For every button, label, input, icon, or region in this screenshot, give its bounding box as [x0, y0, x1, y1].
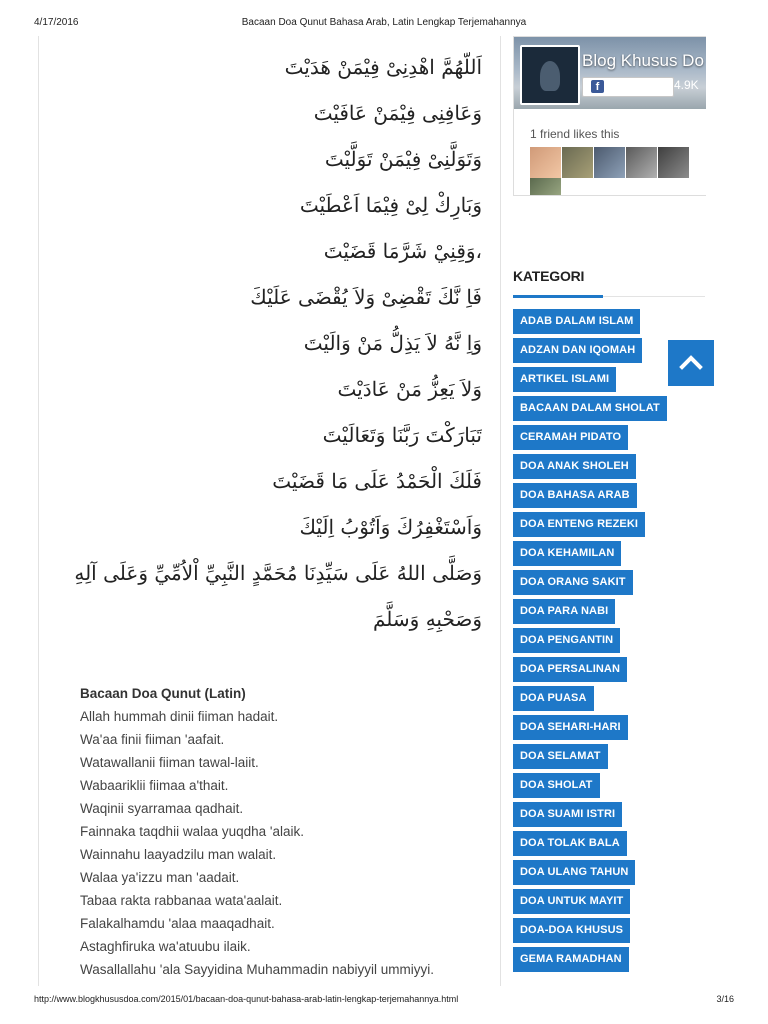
arabic-line: وَتَوَلَّنِىْ فِيْمَنْ تَوَلَّيْتَ	[324, 147, 482, 171]
facebook-page-avatar[interactable]	[520, 45, 580, 105]
arabic-line: تَبَارَكْتَ رَبَّنَا وَتَعَالَيْتَ	[322, 423, 482, 447]
category-tag[interactable]: DOA ULANG TAHUN	[513, 860, 635, 885]
arabic-line: وَبَارِكْ لِىْ فِيْمَا اَعْطَيْتَ	[299, 193, 482, 217]
category-tag[interactable]: DOA ORANG SAKIT	[513, 570, 633, 595]
friend-avatar[interactable]	[626, 147, 657, 178]
category-tag[interactable]: DOA SEHARI-HARI	[513, 715, 628, 740]
latin-line: Wasallallahu 'ala Sayyidina Muhammadin nabiyyil ummiyyi.	[80, 962, 434, 977]
facebook-page-widget[interactable]	[513, 36, 706, 196]
arabic-prayer	[72, 44, 482, 642]
latin-line: Wabaariklii fiimaa a'thait.	[80, 778, 229, 793]
category-tag[interactable]: DOA ANAK SHOLEH	[513, 454, 636, 479]
category-tag[interactable]: ARTIKEL ISLAMI	[513, 367, 616, 392]
category-tag[interactable]: DOA SUAMI ISTRI	[513, 802, 622, 827]
category-tag[interactable]: DOA ENTENG REZEKI	[513, 512, 645, 537]
arabic-line: فَاِ نَّكَ تَقْضِىْ وَلاَ يُقْضَى عَلَيْكَ	[250, 285, 482, 309]
content-left-border	[38, 36, 39, 986]
facebook-icon: f	[591, 80, 604, 93]
category-tag[interactable]: DOA SHOLAT	[513, 773, 600, 798]
print-header	[0, 0, 768, 36]
facebook-page-name[interactable]: Blog Khusus Do	[582, 51, 704, 70]
chevron-up-icon	[668, 340, 714, 386]
arabic-line: اَللّهُمَّ اهْدِنِىْ فِيْمَنْ هَدَيْتَ	[284, 55, 482, 79]
category-tag[interactable]: DOA-DOA KHUSUS	[513, 918, 630, 943]
friend-avatar[interactable]	[530, 147, 561, 178]
print-url: http://www.blogkhususdoa.com/2015/01/bacaan-doa-qunut-bahasa-arab-latin-lengkap-terjemahannya.html	[34, 994, 459, 1004]
facebook-like-button[interactable]	[582, 77, 674, 97]
content-right-border	[500, 36, 501, 986]
latin-line: Tabaa rakta rabbanaa wata'aalait.	[80, 893, 283, 908]
friend-avatar[interactable]	[530, 178, 561, 196]
latin-line: Walaa ya'izzu man 'aadait.	[80, 870, 240, 885]
latin-line: Watawallanii fiiman tawal-laiit.	[80, 755, 259, 770]
latin-line: Falakalhamdu 'alaa maaqadhait.	[80, 916, 275, 931]
category-tag[interactable]: DOA SELAMAT	[513, 744, 608, 769]
latin-prayer	[80, 683, 490, 981]
latin-line: Fainnaka taqdhii walaa yuqdha 'alaik.	[80, 824, 304, 839]
category-tag[interactable]: ADAB DALAM ISLAM	[513, 309, 640, 334]
category-tag[interactable]: DOA KEHAMILAN	[513, 541, 621, 566]
arabic-line: وَاِ نَّهُ لاَ يَذِلُّ مَنْ وَالَيْتَ	[303, 331, 482, 355]
arabic-line: فَلَكَ الْحَمْدُ عَلَى مَا قَضَيْتَ	[272, 469, 482, 493]
latin-line: Wainnahu laayadzilu man walait.	[80, 847, 277, 862]
category-tag[interactable]: DOA UNTUK MAYIT	[513, 889, 630, 914]
category-tag[interactable]: DOA PERSALINAN	[513, 657, 627, 682]
category-tag[interactable]: BACAAN DALAM SHOLAT	[513, 396, 667, 421]
category-tag[interactable]: DOA BAHASA ARAB	[513, 483, 637, 508]
category-tag[interactable]: CERAMAH PIDATO	[513, 425, 628, 450]
category-tag[interactable]: DOA PENGANTIN	[513, 628, 620, 653]
category-tag[interactable]: DOA TOLAK BALA	[513, 831, 627, 856]
arabic-line: وَاَسْتَغْفِرُكَ وَاَتُوْبُ اِلَيْكَ	[299, 515, 482, 539]
print-footer	[0, 992, 768, 1008]
latin-line: Waqinii syarramaa qadhait.	[80, 801, 244, 816]
category-tag[interactable]: ADZAN DAN IQOMAH	[513, 338, 642, 363]
latin-line: Wa'aa finii fiiman 'aafait.	[80, 732, 225, 747]
arabic-line: وَلاَ يَعِزُّ مَنْ عَادَيْتَ	[337, 377, 482, 401]
facebook-friends-text: 1 friend likes this	[530, 127, 620, 141]
facebook-friend-avatars	[530, 147, 706, 196]
latin-line: Astaghfiruka wa'atuubu ilaik.	[80, 939, 251, 954]
facebook-like-count: 4.9K	[674, 78, 699, 92]
sidebar-title-underline	[513, 296, 705, 297]
scroll-to-top-button[interactable]	[668, 340, 714, 386]
latin-heading: Bacaan Doa Qunut (Latin)	[80, 686, 246, 701]
print-page-number: 3/16	[716, 994, 734, 1004]
sidebar-title: KATEGORI	[513, 268, 585, 284]
category-tag[interactable]: DOA PUASA	[513, 686, 594, 711]
category-tag[interactable]: GEMA RAMADHAN	[513, 947, 629, 972]
friend-avatar[interactable]	[562, 147, 593, 178]
arabic-line: وَصَلَّى اللهُ عَلَى سَيِّدِنَا مُحَمَّدٍ النَّبِيِّ اْلاُمِّيِّ وَعَلَى آلِهِ وَصَحْبِهِ وَسَلَّمَ	[74, 561, 482, 631]
friend-avatar[interactable]	[658, 147, 689, 178]
friend-avatar[interactable]	[594, 147, 625, 178]
print-title: Bacaan Doa Qunut Bahasa Arab, Latin Lengkap Terjemahannya	[241, 17, 527, 28]
arabic-line: ،وَقِنِيْ شَرَّمَا قَضَيْتَ	[323, 239, 482, 263]
category-tag[interactable]: DOA PARA NABI	[513, 599, 615, 624]
latin-line: Allah hummah dinii fiiman hadait.	[80, 709, 279, 724]
arabic-line: وَعَافِنِى فِيْمَنْ عَافَيْتَ	[313, 101, 482, 125]
category-tag-list	[513, 309, 713, 976]
print-date: 4/17/2016	[34, 17, 79, 28]
